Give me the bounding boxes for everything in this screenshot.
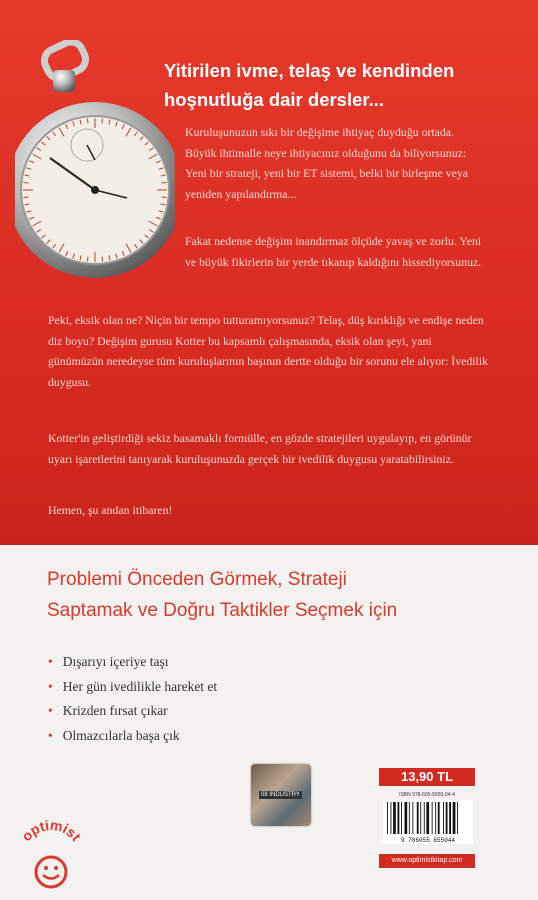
headline-line-2: hoşnutluğa dair dersler... <box>164 89 384 110</box>
barcode-bar <box>446 802 448 834</box>
bullet-item <box>48 650 217 675</box>
barcode-bar <box>401 802 402 834</box>
paragraph-4: Kotter'in geliştirdiği sekiz basamaklı formülle, en gözde stratejileri uygulayıp, en görünür uyarı işaretlerini tanıyarak kuruluşunuzda gerçek bir ivedilik duygusu yaratabilirsiniz. <box>48 431 472 466</box>
barcode-icon <box>383 800 473 844</box>
barcode-bar <box>432 802 433 834</box>
bullet-item <box>48 699 217 724</box>
barcode-bar <box>438 802 440 834</box>
dial-tick <box>162 182 167 183</box>
headline <box>164 56 504 114</box>
bullet-dot-icon: • <box>48 727 53 743</box>
barcode-bar <box>443 802 444 834</box>
website-url: www.optimistkitap.com <box>379 854 475 868</box>
optimist-logo-icon <box>15 812 87 892</box>
barcode-bar <box>457 802 458 834</box>
dial-tick <box>87 257 88 262</box>
bullet-text: Krizden fırsat çıkar <box>62 703 168 718</box>
paragraph-3: Peki, eksik olan ne? Niçin bir tempo tutturamıyorsunuz? Telaş, düş kırıklığı ve endişe neden diz boyu? Değişim gurusu Kotter bu kapsamlı çalışmasında, eksik olan şeyi, yani günümüzün neredeyse tüm kuruluşlarının başının dertte olduğu bir sorunu ele alıyor: İvedilik duygusu. <box>48 313 488 389</box>
barcode-bar <box>393 802 396 834</box>
barcode-bar <box>453 802 456 834</box>
barcode-bar <box>398 802 400 834</box>
headline-line-1: Yitirilen ivme, telaş ve kendinden <box>164 60 455 81</box>
barcode-number: 9 786055 655044 <box>400 837 456 844</box>
dial-tick <box>102 257 103 262</box>
dial-tick <box>102 118 103 123</box>
bullet-dot-icon: • <box>48 703 53 718</box>
dial-tick <box>23 197 28 198</box>
bullet-text: Dışarıyı içeriye taşı <box>62 654 169 669</box>
dial-tick <box>162 197 167 198</box>
barcode-bar <box>426 802 429 834</box>
barcode-bar <box>412 802 413 834</box>
barcode-bar <box>435 802 436 834</box>
bullet-text: Olmazcılarla başa çık <box>62 727 180 743</box>
dial-tick <box>87 118 88 123</box>
barcode-bar <box>409 802 410 834</box>
logo-text: optimist <box>18 816 85 845</box>
bullet-item <box>48 724 217 749</box>
bullet-text: Her gün ivedilikle hareket et <box>62 678 218 694</box>
isbn-text: ISBN 978-605-5655-04-4 <box>399 792 455 798</box>
bullet-list <box>48 650 217 748</box>
dial-tick <box>23 182 28 183</box>
hologram-sticker <box>251 764 311 826</box>
svg-text:optimist <box>18 817 85 845</box>
stopwatch-icon <box>15 40 175 290</box>
barcode-bar <box>417 802 419 834</box>
barcode-bar <box>391 802 392 834</box>
hologram-label: 08 INDUSTRY <box>261 792 300 798</box>
price-tag: 13,90 TL <box>379 768 475 786</box>
bullet-dot-icon: • <box>48 654 53 669</box>
subtitle-line-2: Saptamak ve Doğru Taktikler Seçmek için <box>47 600 398 621</box>
bullet-dot-icon: • <box>48 678 53 694</box>
barcode-bar <box>449 802 451 834</box>
barcode-bar <box>420 802 421 834</box>
paragraph-1: Kuruluşunuzun sıkı bir değişime ihtiyaç duyduğu ortada. Büyük ihtimalle neye ihtiyacınız olduğunu da biliyorsunuz: Yeni bir strateji, yeni bir ET sistemi, belki bir birleşme veya yeniden yapılandırma... <box>185 125 468 201</box>
subtitle-line-1: Problemi Önceden Görmek, Strateji <box>47 569 347 590</box>
barcode-bar <box>424 802 425 834</box>
subtitle <box>47 564 517 626</box>
paragraph-5: Hemen, şu andan itibaren! <box>48 503 173 517</box>
paragraph-2: Fakat nedense değişim inandırmaz ölçüde yavaş ve zorlu. Yeni ve büyük fikirlerin bir yerde tıkanıp kaldığını hissediyorsunuz. <box>185 234 482 269</box>
bullet-item <box>48 675 217 700</box>
barcode-bar <box>387 802 388 834</box>
barcode-bar <box>405 802 408 834</box>
